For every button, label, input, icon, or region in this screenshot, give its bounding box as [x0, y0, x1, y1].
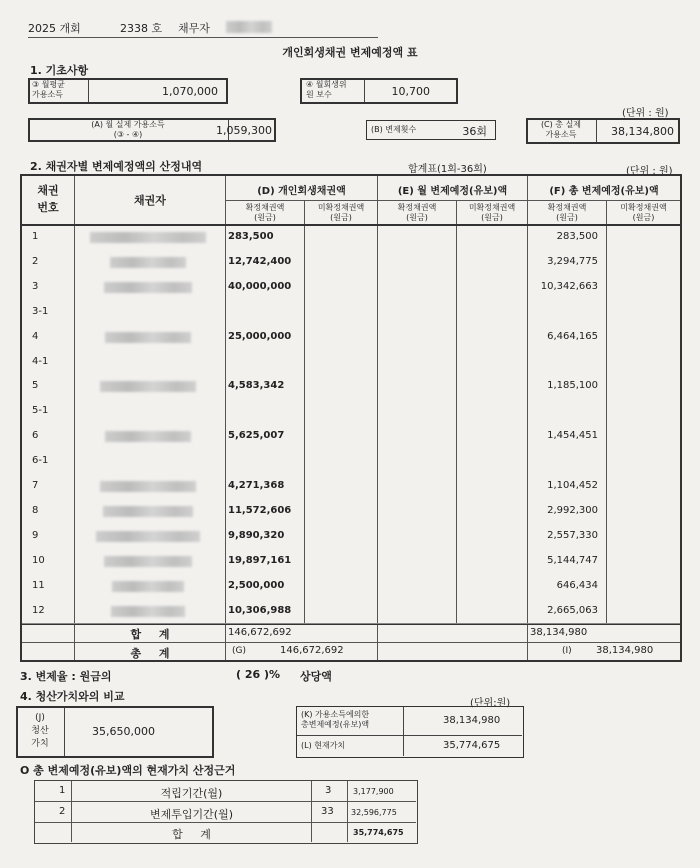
liquidation-value-label: (J) 청산 가치: [31, 713, 49, 749]
total-repayment-amount: 6,464,165: [547, 330, 598, 342]
header-f-unconfirmed: 미확정채권액 (원금): [620, 203, 667, 222]
creditor-no: 5-1: [32, 405, 49, 417]
creditor-no: 11: [32, 579, 45, 591]
section3-title: 3. 변제율 : 원금의: [20, 670, 112, 683]
pv-row1-label: 적립기간(월): [160, 787, 223, 800]
monthly-income-value: 1,070,000: [162, 85, 218, 98]
confirmed-claim-amount: 4,271,368: [228, 480, 285, 491]
creditor-no: 4-1: [32, 355, 49, 367]
confirmed-claim-amount: 40,000,000: [228, 280, 292, 292]
section4-unit: (단위:원): [470, 698, 511, 709]
table-blank-area: [22, 623, 680, 624]
confirmed-claim-amount: 19,897,161: [228, 554, 292, 566]
l-label: (L) 현재가치: [301, 741, 346, 750]
pv-sum-amount: 35,774,675: [353, 828, 404, 837]
sum-f: 38,134,980: [530, 627, 588, 638]
table-row: [22, 474, 680, 499]
total-repayment-amount: 10,342,663: [540, 280, 598, 292]
table-row: [22, 399, 680, 424]
repayment-count-label: (B) 변제횟수: [371, 125, 417, 134]
case-number: 2338 호: [120, 22, 163, 35]
creditor-name-redacted: [110, 257, 186, 268]
creditor-no: 3: [32, 280, 39, 292]
pv-row2-no: 2: [59, 806, 66, 817]
section2-title: 2. 채권자별 변제예정액의 산정내역: [30, 160, 203, 173]
pv-row2-months: 33: [321, 806, 334, 817]
pv-row1-no: 1: [59, 785, 66, 796]
header-e-confirmed: 확정채권액 (원금): [397, 203, 437, 222]
total-repayment-amount: 1,185,100: [547, 380, 598, 392]
table-row: [22, 374, 680, 399]
creditor-name-redacted: [104, 556, 192, 567]
creditor-no: 7: [32, 480, 39, 491]
total-i-label: (I): [562, 646, 572, 656]
confirmed-claim-amount: 12,742,400: [228, 255, 292, 267]
trustee-fee-box: [300, 78, 458, 104]
creditor-no: 9: [32, 529, 39, 541]
creditor-name-redacted: [111, 606, 185, 617]
confirmed-claim-amount: 9,890,320: [228, 529, 285, 541]
table-body: [22, 225, 680, 624]
pv-row1-months: 3: [325, 785, 332, 796]
creditor-no: 8: [32, 504, 39, 516]
document-title: 개인회생채권 변제예정액 표: [282, 46, 418, 59]
pv-row2-label: 변제투입기간(월): [150, 808, 233, 821]
total-repayment-amount: 3,294,775: [547, 255, 598, 267]
creditor-no: 12: [32, 604, 45, 616]
total-repayment-amount: 2,992,300: [547, 504, 598, 516]
creditor-name-redacted: [105, 431, 191, 442]
section5-title: O 총 변제예정(유보)액의 현재가치 산정근거: [20, 764, 236, 777]
repayment-rate: ( 26 )%: [236, 668, 281, 681]
table-row: [22, 449, 680, 474]
confirmed-claim-amount: 283,500: [228, 231, 274, 242]
trustee-fee-value: 10,700: [391, 85, 430, 98]
header: [28, 18, 378, 38]
creditor-name-redacted: [90, 232, 206, 243]
total-income-c-label: (C) 총 실제 가용소득: [540, 120, 582, 139]
total-repayment-amount: 2,665,063: [547, 604, 598, 616]
table-row: [22, 225, 680, 250]
section2-unit: (단위 : 원): [626, 166, 673, 177]
k-label: (K) 가용소득에의한 총변제예정(유보)액: [301, 710, 370, 729]
creditor-no: 2: [32, 255, 39, 267]
creditor-no: 4: [32, 330, 39, 342]
monthly-income-label: ③ 월평균 가용소득: [32, 80, 65, 99]
total-repayment-amount: 646,434: [556, 579, 598, 591]
creditor-table: [20, 174, 682, 662]
header-f-confirmed: 확정채권액 (원금): [547, 203, 587, 222]
table-row: [22, 275, 680, 300]
section1-unit: (단위 : 원): [622, 108, 669, 119]
header-e: (E) 월 변제예정(유보)액: [397, 186, 508, 197]
table-row: [22, 549, 680, 574]
repayment-rate-suffix: 상당액: [300, 670, 332, 683]
available-income-a-box: [28, 118, 276, 142]
confirmed-claim-amount: 11,572,606: [228, 504, 292, 516]
confirmed-claim-amount: 10,306,988: [228, 604, 292, 616]
total-g-label: (G): [232, 646, 246, 656]
sum-label: 합 계: [130, 628, 170, 641]
table-row: [22, 250, 680, 275]
total-label: 총 계: [130, 647, 170, 660]
creditor-no: 1: [32, 231, 39, 242]
total-repayment-amount: 5,144,747: [547, 554, 598, 566]
table-row: [22, 325, 680, 350]
header-d-unconfirmed: 미확정채권액 (원금): [317, 203, 365, 222]
creditor-no: 3-1: [32, 305, 49, 317]
repayment-count-box: [366, 120, 496, 140]
total-income-c-box: [526, 118, 680, 144]
table-row: [22, 424, 680, 449]
table-row: [22, 350, 680, 375]
liquidation-value-box: [16, 706, 214, 758]
pv-row2-amount: 32,596,775: [351, 808, 397, 817]
total-repayment-amount: 1,454,451: [547, 430, 598, 442]
header-f: (F) 총 변제예정(유보)액: [549, 186, 659, 197]
confirmed-claim-amount: 2,500,000: [228, 579, 285, 591]
available-income-a-value: 1,059,300: [216, 124, 272, 137]
case-year: 2025 개회: [28, 22, 81, 35]
section1-title: 1. 기초사항: [30, 64, 89, 77]
table-row: [22, 300, 680, 325]
header-creditor: 채권자: [134, 194, 166, 207]
debtor-label: 채무자: [178, 22, 210, 35]
creditor-no: 10: [32, 554, 45, 566]
section4-title: 4. 청산가치와의 비교: [20, 690, 125, 703]
creditor-name-redacted: [105, 332, 191, 343]
repayment-count-value: 36회: [462, 125, 487, 138]
comparison-box: [296, 706, 524, 758]
table-row: [22, 524, 680, 549]
total-repayment-amount: 2,557,330: [547, 529, 598, 541]
monthly-income-box: [28, 78, 228, 104]
total-repayment-amount: 283,500: [556, 231, 598, 242]
creditor-no: 6: [32, 430, 39, 442]
header-creditor-no: 채권 번호: [37, 184, 59, 214]
liquidation-value: 35,650,000: [92, 725, 155, 738]
creditor-name-redacted: [100, 481, 196, 492]
l-value: 35,774,675: [443, 740, 501, 751]
sum-d: 146,672,692: [228, 627, 292, 638]
confirmed-claim-amount: 25,000,000: [228, 330, 292, 342]
total-income-c-value: 38,134,800: [611, 125, 674, 138]
pv-sum-label: 합 계: [172, 828, 211, 841]
creditor-name-redacted: [103, 506, 193, 517]
summary-note: 합계표(1회-36회): [408, 164, 487, 175]
creditor-name-redacted: [104, 282, 192, 293]
header-d-confirmed: 확정채권액 (원금): [245, 203, 285, 222]
trustee-fee-label: ④ 월회생위 원 보수: [306, 80, 347, 99]
creditor-no: 6-1: [32, 455, 49, 467]
creditor-name-redacted: [100, 381, 196, 392]
creditor-name-redacted: [112, 581, 184, 592]
creditor-name-redacted: [96, 531, 200, 542]
total-g: 146,672,692: [280, 645, 344, 656]
confirmed-claim-amount: 4,583,342: [228, 380, 285, 392]
table-row: [22, 499, 680, 524]
available-income-a-label: (A) 월 실제 가용소득 (③ - ④): [91, 120, 165, 139]
pv-row1-amount: 3,177,900: [353, 787, 394, 796]
table-row: [22, 599, 680, 624]
k-value: 38,134,980: [443, 715, 501, 726]
header-d: (D) 개인회생채권액: [257, 186, 346, 197]
creditor-no: 5: [32, 380, 39, 392]
confirmed-claim-amount: 5,625,007: [228, 430, 285, 442]
present-value-table: [34, 780, 418, 844]
total-i: 38,134,980: [596, 645, 654, 656]
header-e-unconfirmed: 미확정채권액 (원금): [468, 203, 516, 222]
debtor-name-redacted: [226, 21, 272, 33]
total-repayment-amount: 1,104,452: [547, 480, 598, 491]
table-row: [22, 574, 680, 599]
